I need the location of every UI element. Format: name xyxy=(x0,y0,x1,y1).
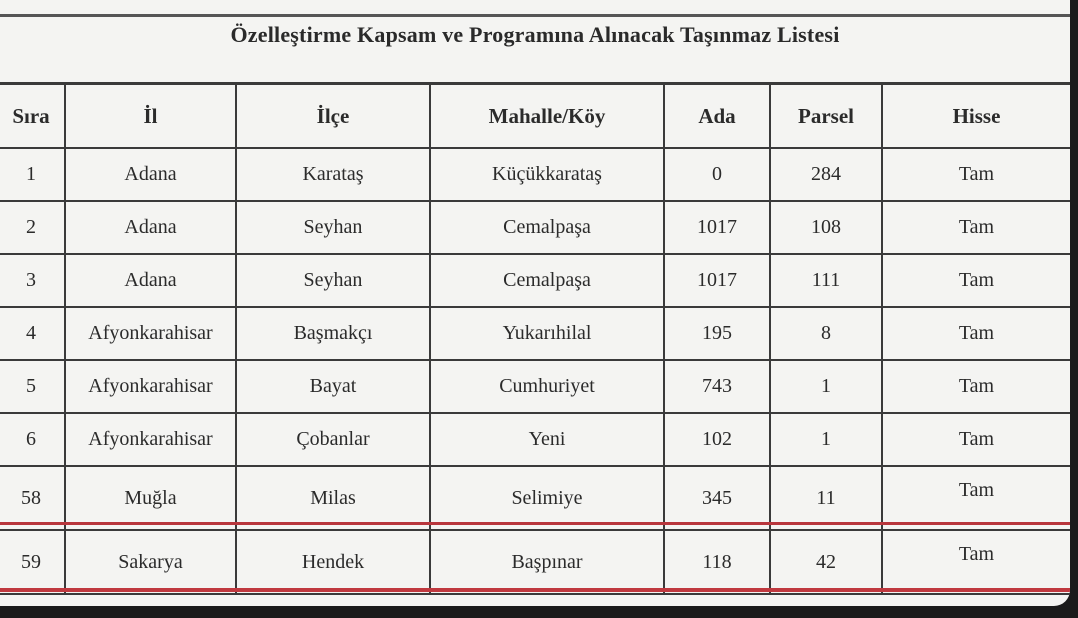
cell-mahalle: Yeni xyxy=(430,413,664,466)
table-row xyxy=(0,307,1070,360)
cell-ada: 743 xyxy=(664,360,770,413)
cell-il: Muğla xyxy=(65,466,236,530)
cell-sira: 58 xyxy=(0,466,65,530)
cell-mahalle: Küçükkarataş xyxy=(430,148,664,201)
cell-ada: 195 xyxy=(664,307,770,360)
cell-hisse: Tam xyxy=(882,466,1070,530)
cell-il: Adana xyxy=(65,201,236,254)
cell-hisse: Tam xyxy=(882,360,1070,413)
cell-ada: 0 xyxy=(664,148,770,201)
cell-parsel: 11 xyxy=(770,466,882,530)
cell-sira: 59 xyxy=(0,530,65,594)
cell-mahalle: Selimiye xyxy=(430,466,664,530)
cell-mahalle: Cemalpaşa xyxy=(430,254,664,307)
table-row xyxy=(0,148,1070,201)
table-row xyxy=(0,360,1070,413)
table-row xyxy=(0,413,1070,466)
cell-ilce: Başmakçı xyxy=(236,307,430,360)
cell-ilce: Hendek xyxy=(236,530,430,594)
cell-sira: 4 xyxy=(0,307,65,360)
cell-parsel: 8 xyxy=(770,307,882,360)
cell-hisse: Tam xyxy=(882,530,1070,594)
cell-ada: 345 xyxy=(664,466,770,530)
cell-il: Afyonkarahisar xyxy=(65,413,236,466)
cell-parsel: 111 xyxy=(770,254,882,307)
cell-mahalle: Yukarıhilal xyxy=(430,307,664,360)
cell-ilce: Milas xyxy=(236,466,430,530)
cell-parsel: 108 xyxy=(770,201,882,254)
cell-sira: 6 xyxy=(0,413,65,466)
cell-il: Adana xyxy=(65,254,236,307)
cell-ada: 1017 xyxy=(664,201,770,254)
header-sira: Sıra xyxy=(0,84,65,149)
cell-parsel: 1 xyxy=(770,360,882,413)
cell-ilce: Çobanlar xyxy=(236,413,430,466)
cell-mahalle: Başpınar xyxy=(430,530,664,594)
header-parsel: Parsel xyxy=(770,84,882,149)
cell-il: Afyonkarahisar xyxy=(65,360,236,413)
table-row xyxy=(0,254,1070,307)
header-mahalle: Mahalle/Köy xyxy=(430,84,664,149)
cell-hisse: Tam xyxy=(882,254,1070,307)
highlight-line-bottom xyxy=(0,588,1070,592)
cell-hisse: Tam xyxy=(882,201,1070,254)
cell-ada: 102 xyxy=(664,413,770,466)
header-ada: Ada xyxy=(664,84,770,149)
property-table xyxy=(0,82,1070,595)
table-row xyxy=(0,201,1070,254)
cell-parsel: 284 xyxy=(770,148,882,201)
cell-il: Adana xyxy=(65,148,236,201)
cell-parsel: 42 xyxy=(770,530,882,594)
cell-sira: 1 xyxy=(0,148,65,201)
cell-parsel: 1 xyxy=(770,413,882,466)
table-row xyxy=(0,530,1070,594)
cell-ilce: Karataş xyxy=(236,148,430,201)
cell-il: Afyonkarahisar xyxy=(65,307,236,360)
table-row xyxy=(0,466,1070,530)
header-ilce: İlçe xyxy=(236,84,430,149)
cell-hisse: Tam xyxy=(882,413,1070,466)
header-hisse: Hisse xyxy=(882,84,1070,149)
cell-ilce: Seyhan xyxy=(236,201,430,254)
cell-hisse: Tam xyxy=(882,307,1070,360)
cell-mahalle: Cumhuriyet xyxy=(430,360,664,413)
cell-ada: 1017 xyxy=(664,254,770,307)
cell-sira: 5 xyxy=(0,360,65,413)
table-header-row xyxy=(0,84,1070,149)
cell-il: Sakarya xyxy=(65,530,236,594)
cell-ilce: Seyhan xyxy=(236,254,430,307)
cell-mahalle: Cemalpaşa xyxy=(430,201,664,254)
document-title: Özelleştirme Kapsam ve Programına Alınacak Taşınmaz Listesi xyxy=(230,22,840,47)
header-il: İl xyxy=(65,84,236,149)
cell-sira: 3 xyxy=(0,254,65,307)
cell-ilce: Bayat xyxy=(236,360,430,413)
highlight-line xyxy=(0,522,1070,525)
cell-sira: 2 xyxy=(0,201,65,254)
cell-ada: 118 xyxy=(664,530,770,594)
cell-hisse: Tam xyxy=(882,148,1070,201)
